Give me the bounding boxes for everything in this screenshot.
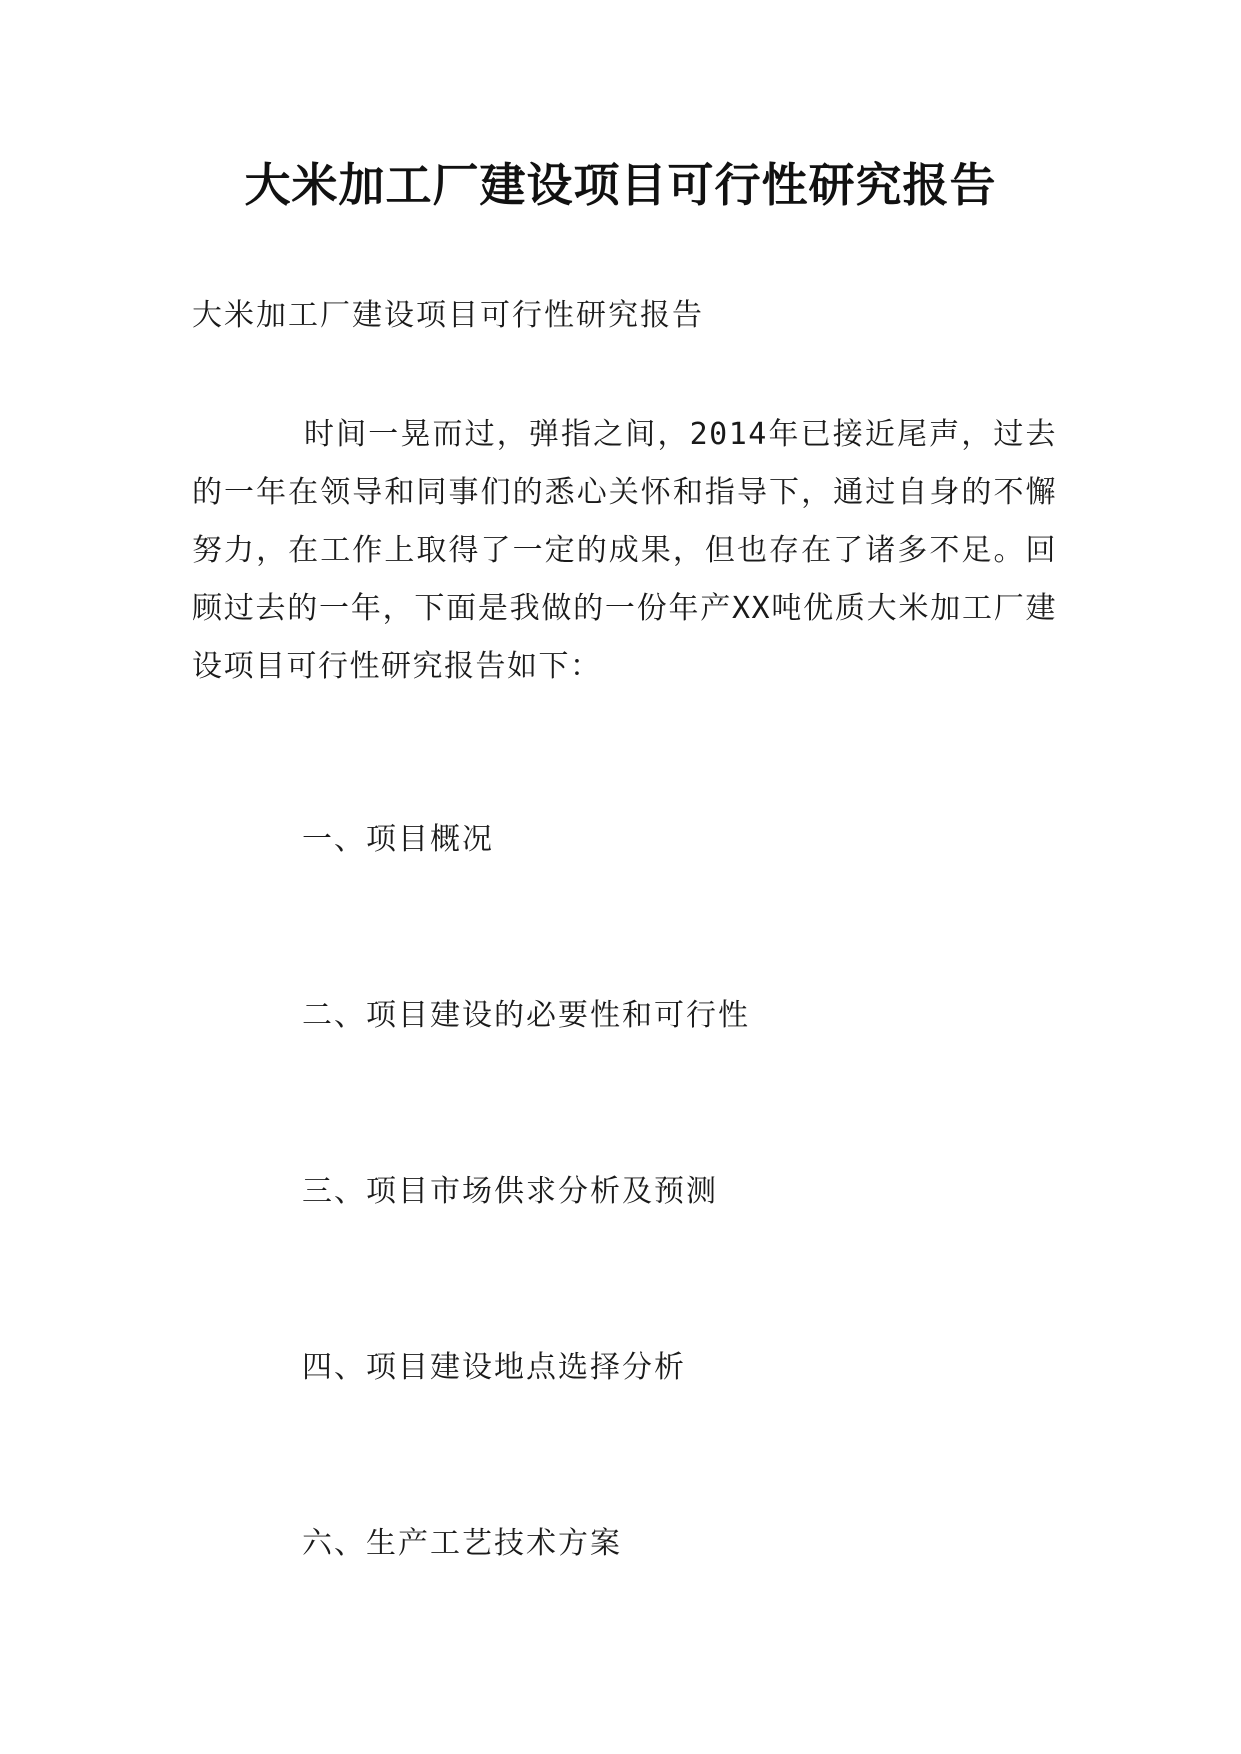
section-heading-3: 三、项目市场供求分析及预测: [302, 1174, 718, 1209]
intro-paragraph: 时间一晃而过，弹指之间，2014年已接近尾声，过去的一年在领导和同事们的悉心关怀和指导下，通过自身的不懈努力，在工作上取得了一定的成果，但也存在了诸多不足。回顾过去的一年，下面是我做的一份年产XX吨优质大米加工厂建设项目可行性研究报告如下：: [192, 417, 1057, 684]
document-title: 大米加工厂建设项目可行性研究报告: [244, 158, 997, 212]
section-heading-1: 一、项目概况: [302, 822, 494, 857]
document-subtitle: 大米加工厂建设项目可行性研究报告: [192, 298, 704, 333]
section-heading-4: 四、项目建设地点选择分析: [302, 1350, 686, 1385]
section-heading-5: 六、生产工艺技术方案: [302, 1526, 622, 1561]
section-heading-2: 二、项目建设的必要性和可行性: [302, 998, 750, 1033]
